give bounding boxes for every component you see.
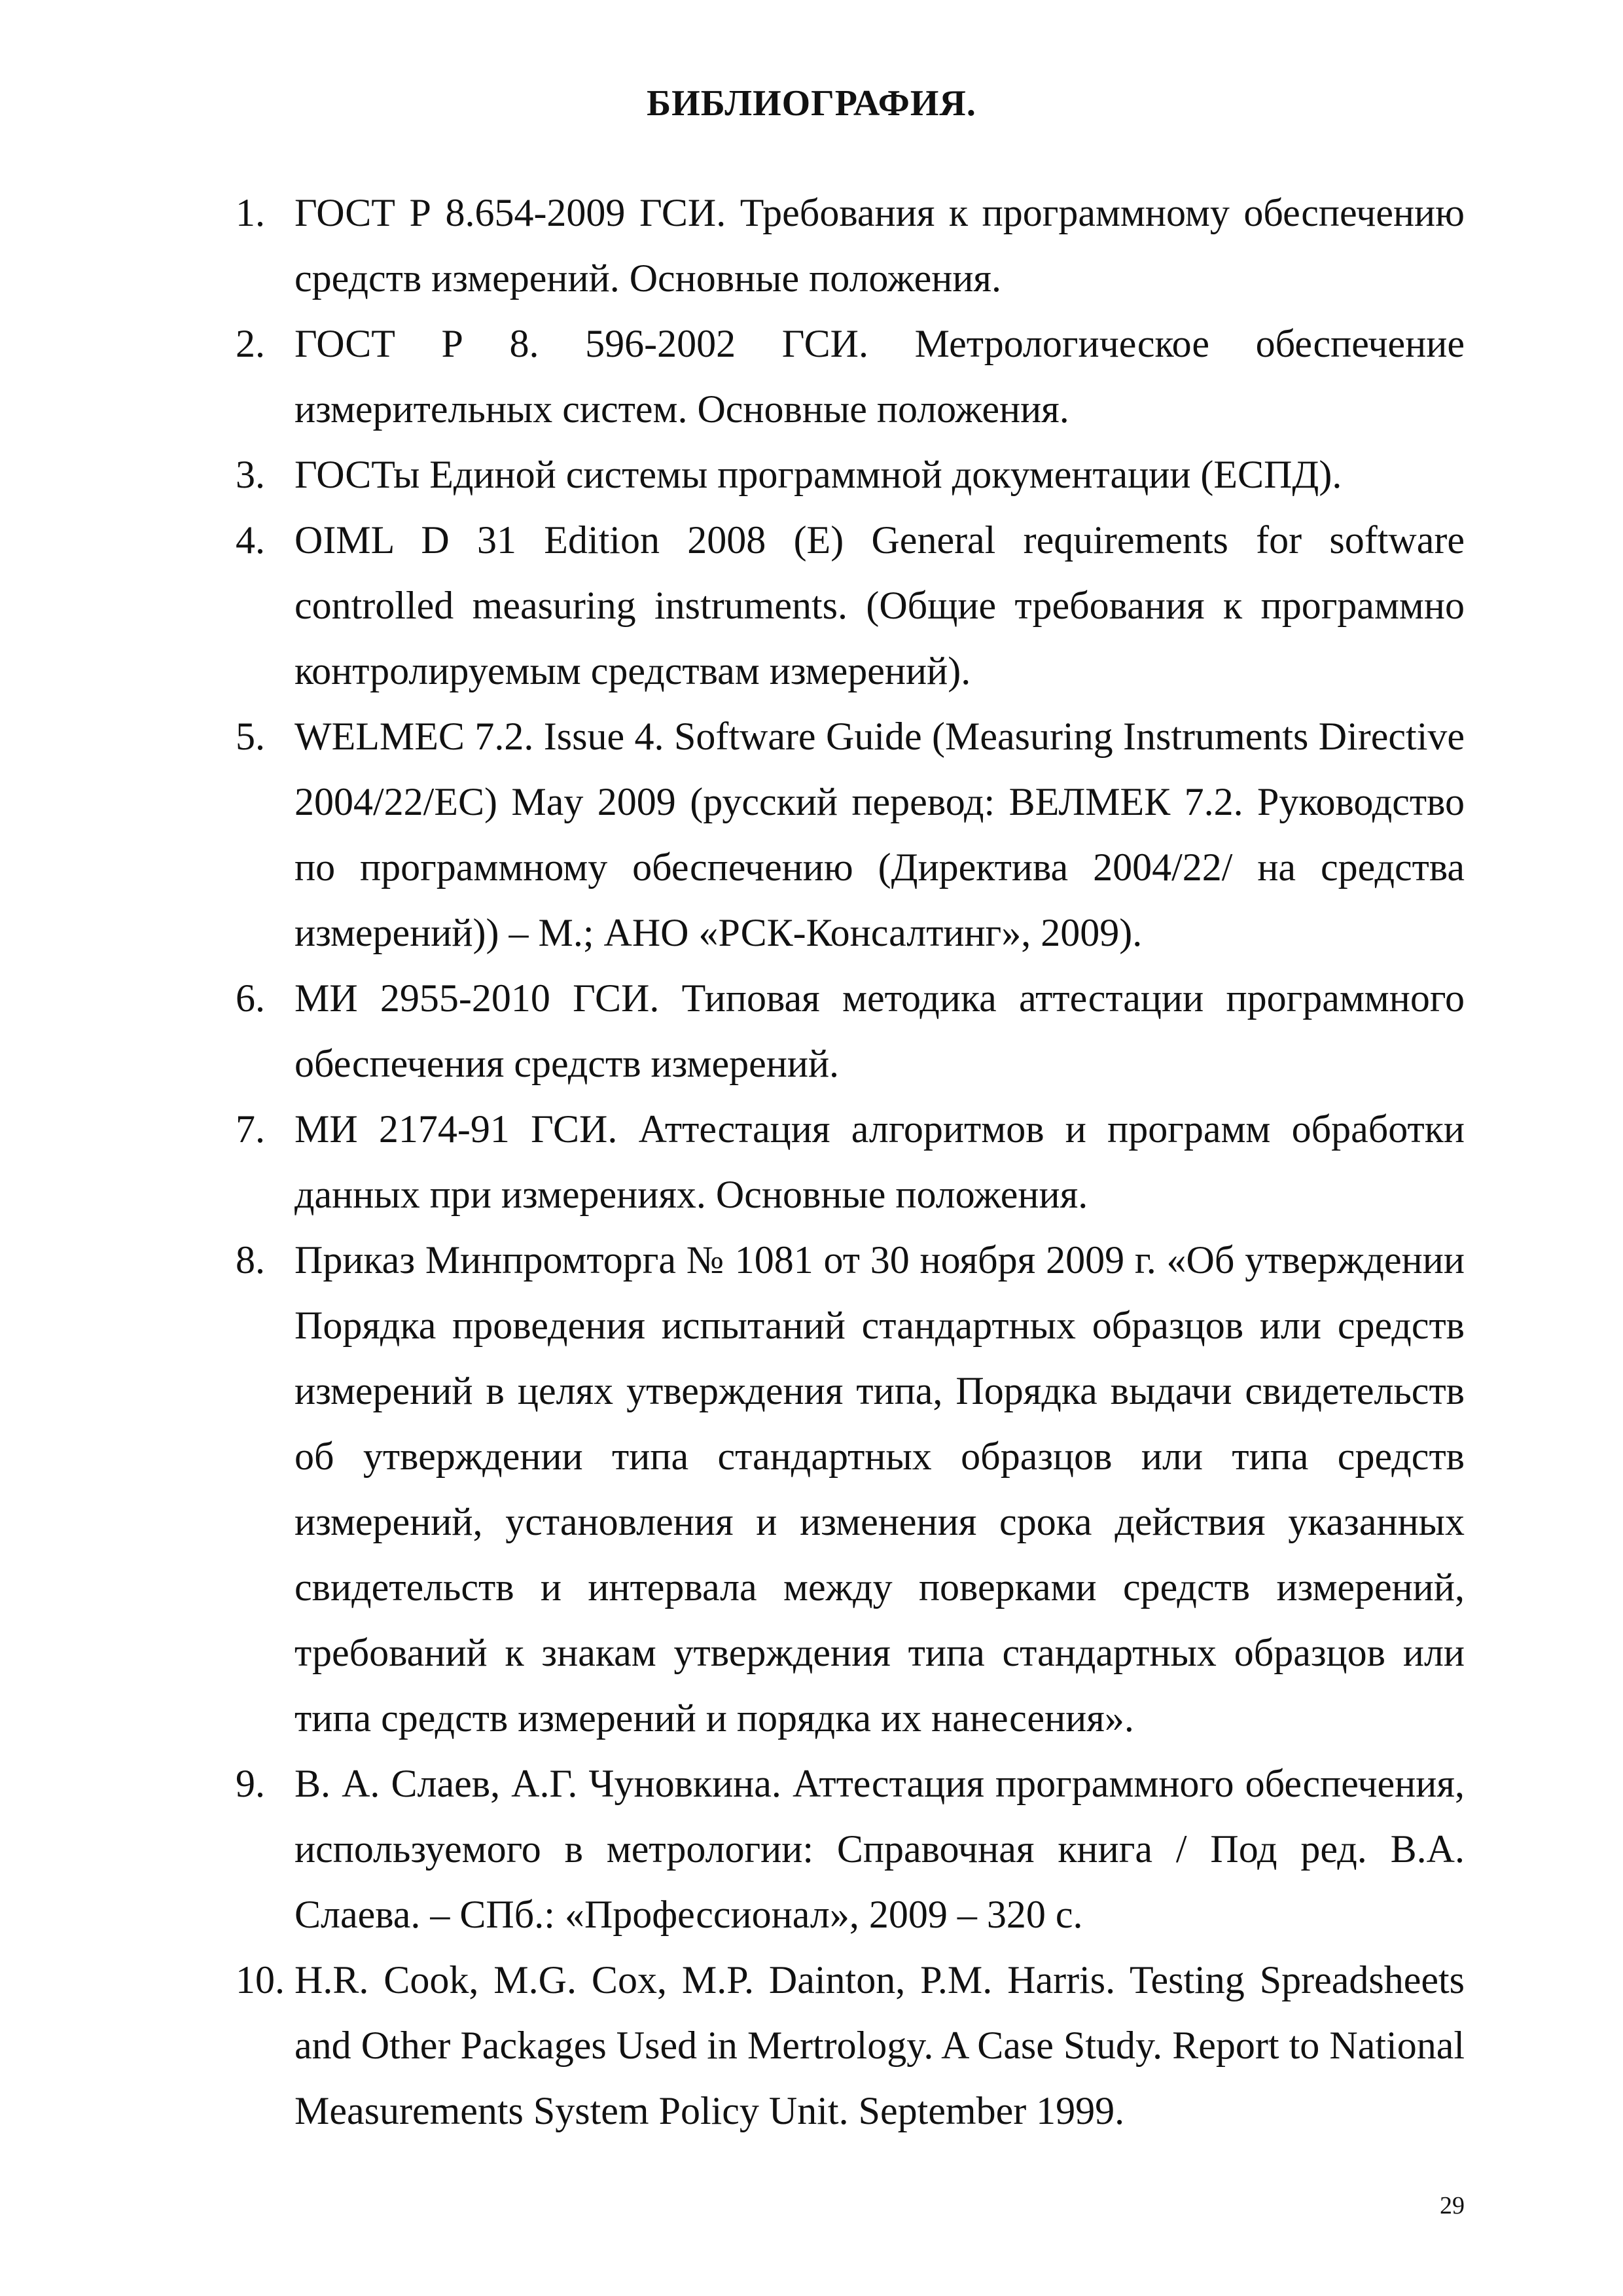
bibliography-entry <box>236 507 1465 704</box>
entry-text: ГОСТы Единой системы программной документации (ЕСПД). <box>294 453 1342 496</box>
bibliography-entry <box>236 1227 1465 1751</box>
page-number: 29 <box>1440 2192 1465 2219</box>
bibliography-entry <box>236 311 1465 442</box>
entry-number: 3. <box>236 453 265 496</box>
bibliography-entry <box>236 180 1465 311</box>
entry-number: 10. <box>236 1958 285 2001</box>
bibliography-entry <box>236 704 1465 965</box>
bibliography-entry <box>236 1096 1465 1227</box>
entry-text: ГОСТ Р 8. 596-2002 ГСИ. Метрологическое обеспечение измерительных систем. Основные положения. <box>294 322 1465 431</box>
entry-number: 1. <box>236 191 265 234</box>
entry-text: OIML D 31 Edition 2008 (E) General requirements for software controlled measuring instruments. (Общие требования к программно контролируемым средствам измерений). <box>294 518 1465 692</box>
bibliography-entry <box>236 1947 1465 2144</box>
page-title: БИБЛИОГРАФИЯ. <box>647 83 976 124</box>
bibliography-list <box>236 180 1465 2144</box>
entry-number: 2. <box>236 322 265 365</box>
entry-text: В. А. Слаев, А.Г. Чуновкина. Аттестация программного обеспечения, используемого в метрологии: Справочная книга / Под ред. В.А. Слаева. – СПб.: «Профессионал», 2009 – 320 с. <box>294 1762 1465 1936</box>
entry-text: МИ 2174-91 ГСИ. Аттестация алгоритмов и программ обработки данных при измерениях. Основные положения. <box>294 1107 1465 1216</box>
entry-text: WELMEC 7.2. Issue 4. Software Guide (Measuring Instruments Directive 2004/22/EC) May 2009 (русский перевод: ВЕЛМЕК 7.2. Руководство по программному обеспечению (Директива 2004/22/ на средства измерений)) – М.; АНО «РСК-Консалтинг», 2009). <box>294 715 1465 954</box>
entry-number: 4. <box>236 518 265 562</box>
bibliography-entry <box>236 965 1465 1096</box>
bibliography-entry <box>236 442 1465 507</box>
bibliography-entry <box>236 1751 1465 1947</box>
entry-text: H.R. Cook, M.G. Cox, M.P. Dainton, P.M. Harris. Testing Spreadsheets and Other Packages Used in Mertrology. A Case Study. Report to National Measurements System Policy Unit. September 1999. <box>294 1958 1465 2132</box>
entry-text: МИ 2955-2010 ГСИ. Типовая методика аттестации программного обеспечения средств измерений. <box>294 977 1465 1085</box>
entry-number: 7. <box>236 1107 265 1151</box>
entry-number: 6. <box>236 977 265 1020</box>
entry-number: 8. <box>236 1238 265 1282</box>
entry-text: Приказ Минпромторга № 1081 от 30 ноября 2009 г. «Об утверждении Порядка проведения испытаний стандартных образцов или средств измерений в целях утверждения типа, Порядка выдачи свидетельств об утверждении типа стандартных образцов или типа средств измерений, установления и изменения срока действия указанных свидетельств и интервала между поверками средств измерений, требований к знакам утверждения типа стандартных образцов или типа средств измерений и порядка их нанесения». <box>294 1238 1465 1740</box>
entry-number: 5. <box>236 715 265 758</box>
entry-text: ГОСТ Р 8.654-2009 ГСИ. Требования к программному обеспечению средств измерений. Основные положения. <box>294 191 1465 300</box>
entry-number: 9. <box>236 1762 265 1805</box>
